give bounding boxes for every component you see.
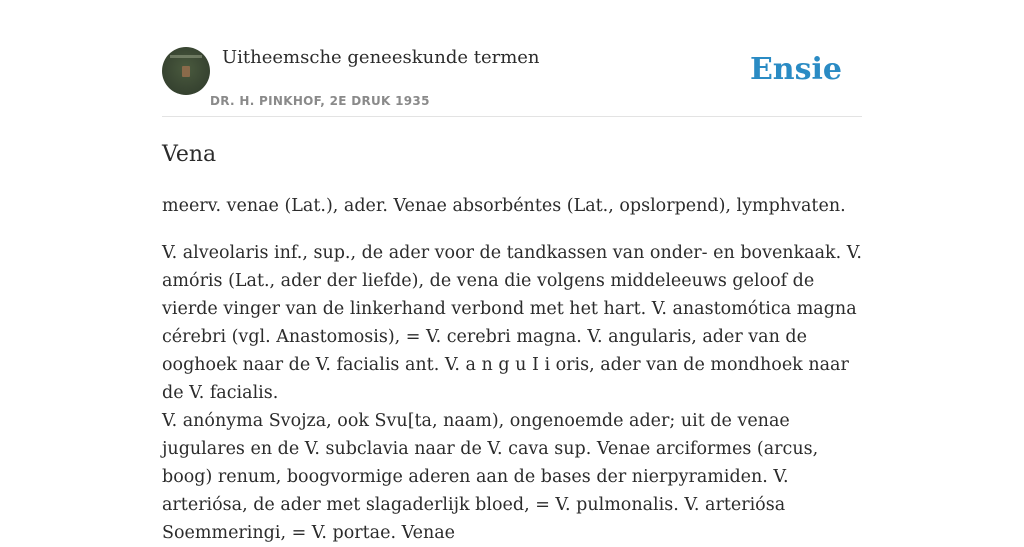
- page-container: [162, 0, 862, 543]
- book-cover-image[interactable]: [162, 47, 210, 95]
- entry-paragraph: V. anónyma Svojza, ook Svu[ta, naam), ongenoemde ader; uit de venae jugulares en de V. subclavia naar de V. cava sup. Venae arciformes (arcus, boog) renum, boogvormige aderen aan de bases der nierpyramiden. V. arteriósa, de ader met slagaderlijk bloed, = V. pulmonalis. V. arteriósa Soemmeringi, = V. portae. Venae: [162, 411, 819, 543]
- header: [162, 0, 862, 117]
- book-author: DR. H. PINKHOF, 2E DRUK 1935: [210, 94, 430, 108]
- entry-paragraph: V. alveolaris inf., sup., de ader voor de tandkassen van onder- en bovenkaak. V. amóris (Lat., ader der liefde), de vena die volgens middeleeuws geloof de vierde vinger van de linkerhand verbond met het hart. V. anastomótica magna cérebri (vgl. Anastomosis), = V. cerebri magna. V. angularis, ader van de ooghoek naar de V. facialis ant. V. a n g u I i oris, ader van de mondhoek naar de V. facialis.: [162, 243, 862, 403]
- book-title[interactable]: Uitheemsche geneeskunde termen: [222, 47, 540, 68]
- entry-paragraph: meerv. venae (Lat.), ader. Venae absorbéntes (Lat., opslorpend), lymphvaten.: [162, 196, 846, 216]
- brand-logo[interactable]: Ensie: [749, 52, 842, 87]
- cover-label: [182, 66, 190, 77]
- cover-band: [170, 55, 202, 58]
- entry-title: Vena: [162, 142, 217, 167]
